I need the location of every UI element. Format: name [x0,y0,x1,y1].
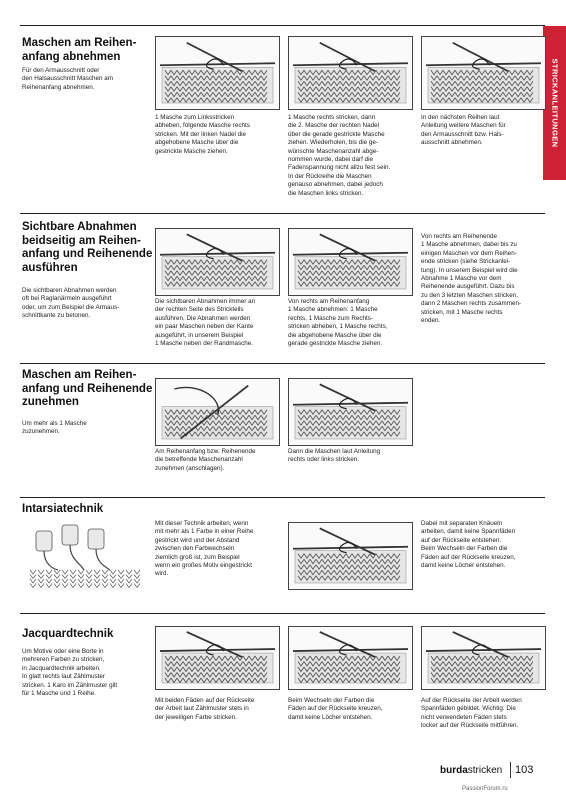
step-photo [421,36,546,110]
section-heading: Intarsiatechnik [22,503,104,515]
step-photo [155,228,280,296]
step-caption: 1 Masche zum Linksstricken abheben, folgende Masche rechts stricken. Mit der linken Nadel die abgehobene Masche über die gestrickte Masche ziehen. [155,114,250,155]
section-intro: Für den Armausschnitt oder den Halsausschnitt Maschen am Reihenanfang abnehmen. [22,67,114,91]
step-photo [288,522,413,590]
step-photo [155,626,280,690]
step-photo [288,378,413,446]
watermark: PassionForum.ru [462,786,508,792]
section-divider [20,613,545,614]
section-divider [20,213,545,214]
step-caption: In den nächsten Reihen laut Anleitung weitere Maschen für den Armausschnitt bzw. Hals- ausschnitt abnehmen. [421,114,506,147]
step-photo [288,228,413,296]
step-caption: Von rechts am Reihenanfang 1 Masche abnehmen: 1 Masche rechts, 1 Masche zum Rechts- stricken abheben, 1 Masche rechts, die abgehobene Masche über die gerade gestrickte Masche ziehen. [288,298,388,348]
step-photo [155,378,280,446]
spools-illustration [22,517,150,592]
step-photo [421,626,546,690]
section-intro: Um mehr als 1 Masche zuzunehmen. [22,420,87,436]
section-intro: Um Motive oder eine Borte in mehreren Farben zu stricken, in Jacquardtechnik arbeiten. In glatt rechts laut Zählmuster stricken. 1 Karo im Zählmuster gilt für 1 Masche und 1 Reihe. [22,648,118,698]
step-caption: Dabei mit separaten Knäueln arbeiten, damit keine Spannfäden auf der Rückseite entstehen. Beim Wechseln der Farben die Fäden auf der Rückseite kreuzen, damit keine Löcher entstehen. [421,520,516,570]
magazine-brand [440,765,502,776]
step-caption: Mit beiden Fäden auf der Rückseite der Arbeit laut Zählmuster stets in der jeweiligen Farbe stricken. [155,697,255,721]
section-heading: Maschen am Reihen- anfang abnehmen [22,37,137,63]
step-caption: Von rechts am Reihenende 1 Masche abnehmen, dabei bis zu einigen Maschen vor dem Reihen- ende stricken (siehe Strickanlei- tung). In unserem Beispiel wird die Abnahme 1 Masche vor dem Reihenende ausgeführt. Dazu bis zu den 3 letzten Maschen stricken, dann 2 Maschen rechts zusammen- stricken, mit 1 Masche rechts enden. [421,233,522,325]
step-caption: Beim Wechseln der Farben die Fäden auf der Rückseite kreuzen, damit keine Löcher entstehen. [288,697,383,721]
section-heading: Sichtbare Abnahmen beidseitig am Reihen- anfang und Reihenende ausführen [22,221,153,274]
step-caption: Mit dieser Technik arbeiten, wenn mit mehr als 1 Farbe in einer Reihe gestrickt wird und der Abstand zwischen den Farbwechseln ziemlich groß ist, zum Beispiel wenn ein großes Motiv eingestrickt wird. [155,520,254,578]
section-divider [20,363,545,364]
step-caption: Am Reihenanfang bzw. Reihenende die betreffende Maschenanzahl zunehmen (anschlagen). [155,448,256,472]
section-divider [20,497,545,498]
step-caption: Auf der Rückseite der Arbeit werden Spannfäden gebildet. Wichtig: Die nicht verwendeten Fäden stets locker auf der Rückseite mitführen. [421,697,522,730]
step-photo [288,36,413,110]
brand-bold: burda [440,765,468,776]
side-tab-label: STRICKANLEITUNGEN [550,58,559,148]
step-caption: Die sichtbaren Abnahmen immer an der rechten Seite des Strickteils ausführen. Die Abnahmen werden ein paar Maschen neben der Kante ausgeführt, in unserem Beispiel 1 Masche neben der Randmasche. [155,298,256,348]
step-caption: 1 Masche rechts stricken, dann die 2. Masche der rechten Nadel über die gerade gestrickte Masche ziehen. Wiederholen, bis die ge- wünschte Maschenanzahl abge- nommen wurde, dabei darf die Fadenspannung nicht allzu fest sein. In der Rückreihe die Maschen genauso abnehmen, dabei jedoch die Maschen links stricken. [288,114,391,197]
section-heading: Maschen am Reihen- anfang und Reihenende zunehmen [22,369,153,408]
step-caption: Dann die Maschen laut Anleitung rechts oder links stricken. [288,448,381,464]
footer-separator [510,762,511,778]
section-heading: Jacquardtechnik [22,628,114,640]
section-divider [20,25,545,26]
step-photo [288,626,413,690]
brand-rest: stricken [467,765,503,776]
section-intro: Die sichtbaren Abnahmen werden oft bei Raglanärmeln ausgeführt oder, um zum Beispiel die Armaus- schnittkante zu betonen. [22,287,120,320]
page-number: 103 [515,764,534,776]
side-tab [543,26,566,180]
step-photo [155,36,280,110]
